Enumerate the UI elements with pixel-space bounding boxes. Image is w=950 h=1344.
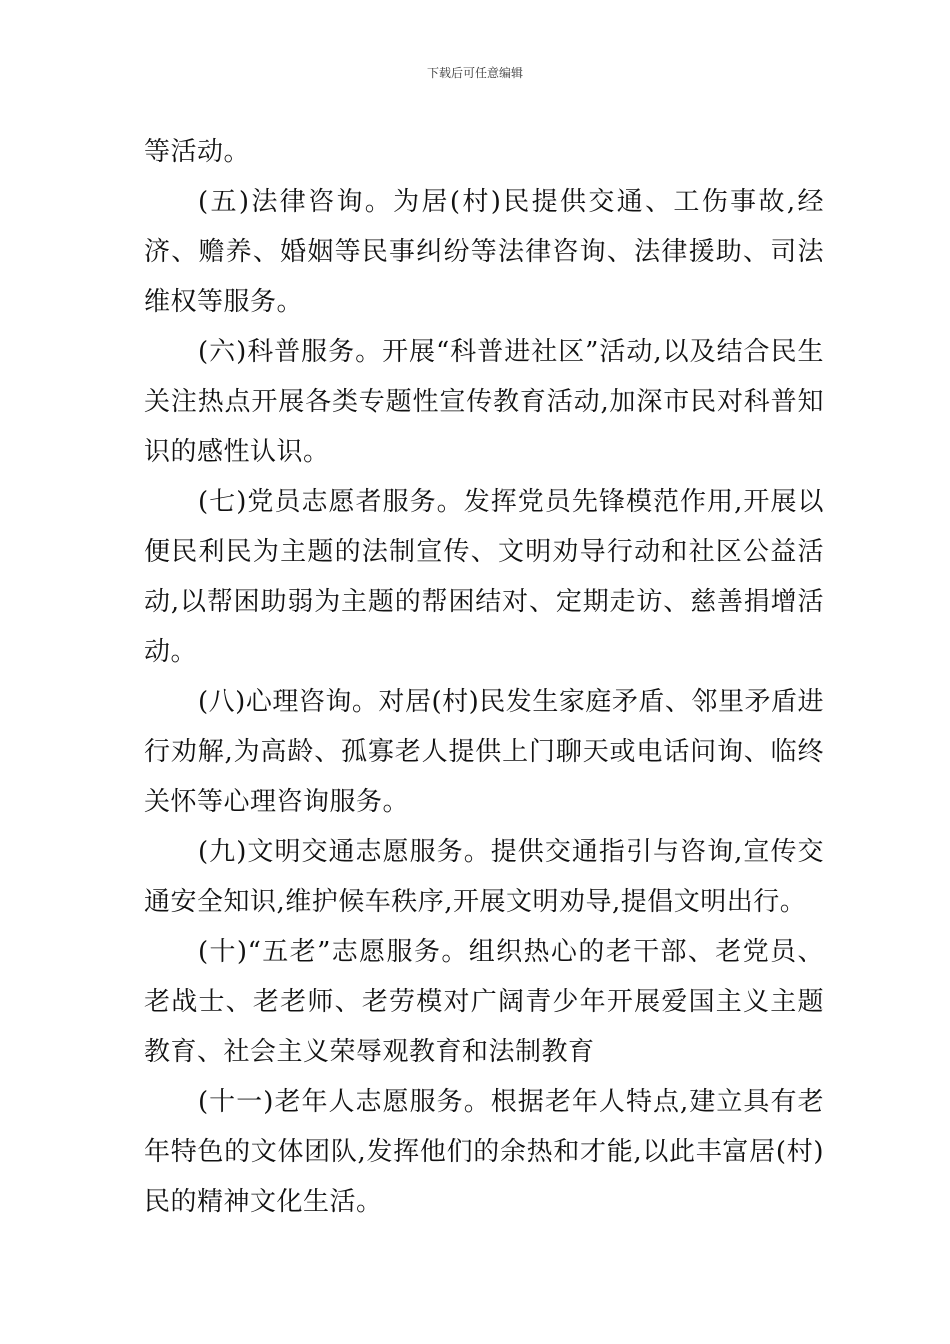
paragraph-continuation: 等活动。 (144, 137, 251, 167)
paragraph-party-volunteer: (七)党员志愿者服务。发挥党员先锋模范作用,开展以便民利民为主题的法制宣传、文明劝导行动和社区公益活动,以帮困助弱为主题的帮困结对、定期走访、慈善捐增活动。 (144, 487, 824, 667)
document-body (144, 127, 824, 1227)
paragraph-science-service: (六)科普服务。开展“科普进社区”活动,以及结合民生关注热点开展各类专题性宣传教育活动,加深市民对科普知识的感性认识。 (144, 337, 824, 467)
paragraph-five-elders-volunteer: (十)“五老”志愿服务。组织热心的老干部、老党员、老战士、老老师、老劳模对广阔青少年开展爱国主义主题教育、社会主义荣辱观教育和法制教育 (144, 937, 824, 1067)
paragraph-senior-volunteer: (十一)老年人志愿服务。根据老年人特点,建立具有老年特色的文体团队,发挥他们的余热和才能,以此丰富居(村)民的精神文化生活。 (144, 1087, 824, 1217)
paragraph-psychological-consultation: (八)心理咨询。对居(村)民发生家庭矛盾、邻里矛盾进行劝解,为高龄、孤寡老人提供上门聊天或电话问询、临终关怀等心理咨询服务。 (144, 687, 824, 817)
paragraph-legal-consultation: (五)法律咨询。为居(村)民提供交通、工伤事故,经济、赡养、婚姻等民事纠纷等法律咨询、法律援助、司法维权等服务。 (144, 187, 824, 317)
paragraph-traffic-volunteer: (九)文明交通志愿服务。提供交通指引与咨询,宣传交通安全知识,维护候车秩序,开展文明劝导,提倡文明出行。 (144, 837, 824, 917)
page-header: 下载后可任意编辑 (426, 66, 523, 80)
